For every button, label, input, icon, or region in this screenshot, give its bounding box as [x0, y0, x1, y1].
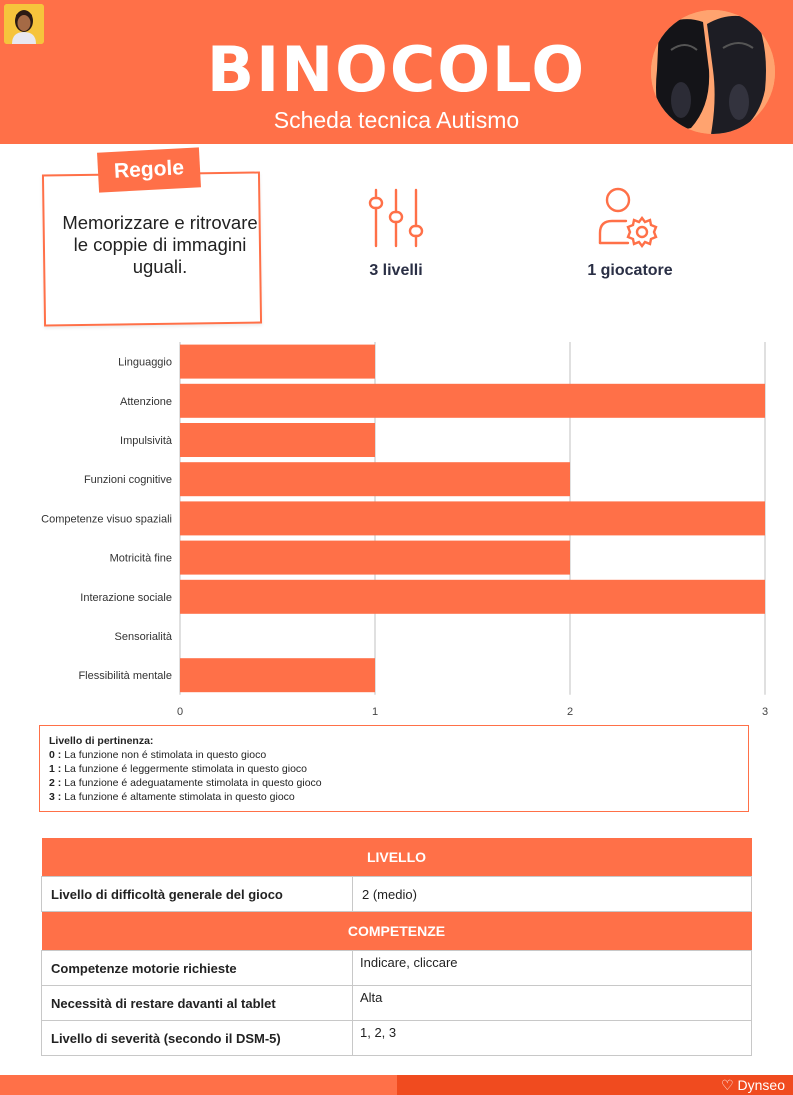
- chart-canvas: [0, 330, 793, 720]
- x-tick-label: 2: [566, 705, 574, 718]
- legend-text: La funzione é leggermente stimolata in questo gioco: [64, 763, 308, 775]
- row-value: Alta: [353, 986, 752, 1021]
- table-row: [42, 951, 752, 986]
- category-label: Funzioni cognitive: [83, 474, 172, 487]
- rules-tag: Regole: [97, 147, 201, 192]
- page-subtitle: Scheda tecnica Autismo: [273, 107, 520, 133]
- legend-item: [49, 790, 739, 804]
- category-label: Linguaggio: [118, 356, 172, 369]
- category-label: Impulsività: [120, 435, 172, 447]
- row-value: 2 (medio): [353, 877, 752, 912]
- category-label: Competenze visuo spaziali: [41, 513, 172, 526]
- bar: [180, 658, 375, 692]
- row-value: Indicare, cliccare: [353, 951, 752, 986]
- category-label: Sensorialità: [114, 631, 172, 643]
- brand-name: Dynseo: [737, 1077, 785, 1093]
- legend-key: 0 :: [49, 749, 62, 761]
- table-row: [42, 877, 752, 912]
- brand-icon: ♡: [721, 1077, 734, 1093]
- table-row: [42, 1021, 752, 1056]
- bar: [180, 580, 765, 614]
- bar: [180, 423, 375, 457]
- bar: [180, 541, 570, 575]
- info-table: [41, 838, 752, 1056]
- bar: [180, 462, 570, 496]
- legend-item: [49, 748, 739, 762]
- bar: [180, 345, 375, 379]
- legend-key: 2 :: [49, 777, 62, 789]
- legend-key: 1 :: [49, 763, 62, 775]
- skills-header: COMPETENZE: [42, 912, 752, 951]
- row-label: Livello di difficoltà generale del gioco: [42, 877, 353, 912]
- players-label: 1 giocatore: [587, 262, 673, 279]
- legend-text: La funzione non é stimolata in questo gioco: [64, 749, 267, 761]
- shoes-photo: [651, 10, 775, 134]
- footer-bar-left: [0, 1075, 397, 1095]
- bar: [180, 501, 765, 535]
- row-value: 1, 2, 3: [353, 1021, 752, 1056]
- x-tick-label: 0: [176, 705, 184, 718]
- relevance-legend: [39, 725, 749, 812]
- category-label: Interazione sociale: [80, 591, 172, 604]
- competence-chart: [0, 330, 793, 720]
- row-label: Competenze motorie richieste: [42, 951, 353, 986]
- category-label: Attenzione: [120, 395, 172, 408]
- x-tick-label: 1: [371, 705, 379, 718]
- legend-item: [49, 776, 739, 790]
- row-label: Necessità di restare davanti al tablet: [42, 986, 353, 1021]
- bar: [180, 384, 765, 418]
- sliders-icon: [365, 186, 427, 255]
- brand-logo: [721, 1076, 785, 1094]
- legend-item: [49, 762, 739, 776]
- level-header: LIVELLO: [42, 838, 752, 877]
- table-row: [42, 986, 752, 1021]
- legend-key: 3 :: [49, 791, 62, 803]
- category-label: Motricità fine: [109, 552, 172, 565]
- user-gear-icon: [596, 185, 662, 256]
- page-title: BINOCOLO: [206, 33, 587, 106]
- legend-text: La funzione é altamente stimolata in questo gioco: [64, 791, 295, 803]
- category-label: Flessibilità mentale: [78, 670, 172, 683]
- legend-title: Livello di pertinenza:: [49, 735, 154, 747]
- rules-text: Memorizzare e ritrovare le coppie di immagini uguali.: [62, 212, 258, 277]
- x-tick-label: 3: [761, 705, 769, 718]
- levels-label: 3 livelli: [369, 262, 423, 279]
- row-label: Livello di severità (secondo il DSM-5): [42, 1021, 353, 1056]
- legend-text: La funzione é adeguatamente stimolata in questo gioco: [64, 777, 322, 789]
